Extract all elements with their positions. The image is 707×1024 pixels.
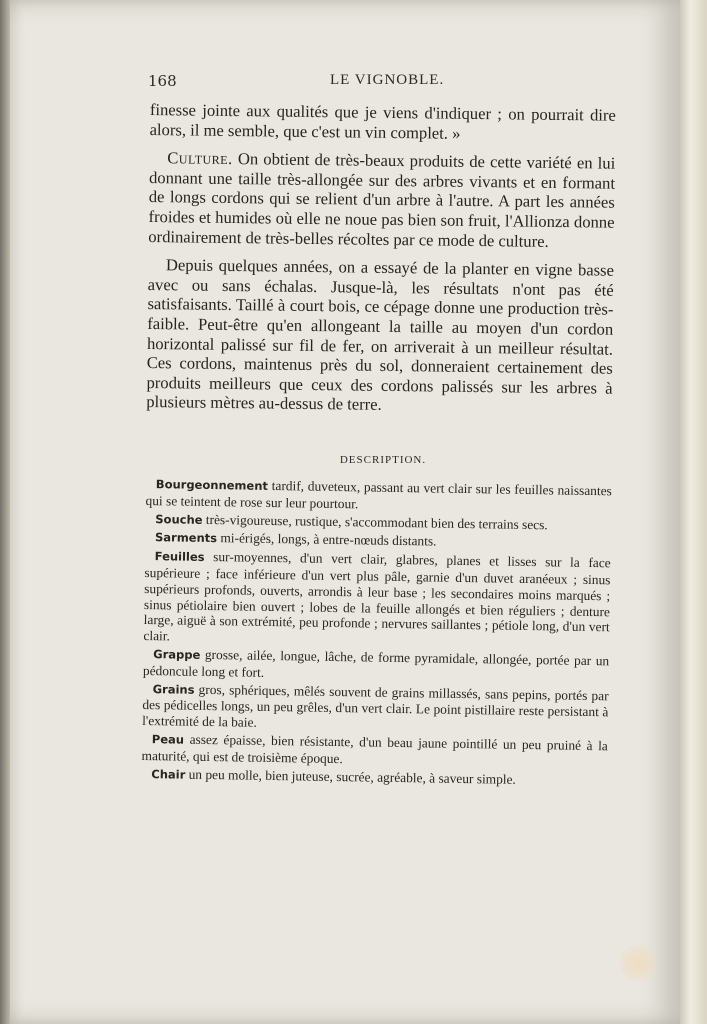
- entry-term: Grappe: [153, 647, 201, 662]
- page-edges: [680, 0, 707, 1024]
- paragraph-1: finesse jointe aux qualités que je viens d'indiquer ; on pourrait dire alors, il me semble, que c'est un vin complet. »: [149, 100, 616, 143]
- entry-text: grosse, ailée, longue, lâche, de forme pyramidale, allongée, portée par un pédoncule long et fort.: [142, 646, 610, 680]
- description-entry: [143, 646, 609, 686]
- description-entry: [141, 731, 607, 771]
- entry-text: gros, sphériques, mêlés souvent de grains millassés, sans pepins, portés par des pédicelles longs, un peu grêles, d'un vert clair. Le point pistillaire reste persistant à l'extrémité de la baie.: [142, 681, 609, 730]
- entry-text: très-vigoureuse, rustique, s'accommodant bien des terrains secs.: [202, 511, 548, 532]
- paragraph-2: [148, 148, 615, 252]
- entry-text: un peu molle, bien juteuse, sucrée, agréable, à saveur simple.: [185, 766, 516, 787]
- running-head: LE VIGNOBLE.: [330, 72, 445, 88]
- entry-term: Grains: [152, 681, 195, 697]
- body-text: [146, 100, 616, 427]
- page-number: 168: [148, 72, 177, 90]
- culture-label: Culture.: [167, 148, 233, 169]
- description-title: DESCRIPTION.: [339, 454, 427, 466]
- paragraph-3: Depuis quelques années, on a essayé de la planter en vigne basse avec ou sans échalas. Jusque-là, les résultats n'ont pas été satisfaisants. Taillé à court bois, ce cépage donne une production très-faible. Peut-être qu'en allongeant la taille au moyen d'un cordon horizontal palissé sur fil de fer, on arriverait à un meilleur résultat. Ces cordons, maintenus près du sol, donneraient certainement des produits meilleurs que ceux des cordons palissés sur les arbres à plusieurs mètres au-dessus de terre.: [146, 255, 615, 415]
- page-header: [148, 72, 618, 94]
- entry-term: Bourgeonnement: [155, 477, 269, 493]
- entry-term: Chair: [151, 766, 186, 782]
- description-entry: [143, 548, 610, 651]
- description-list: [141, 476, 612, 792]
- description-entry: [142, 681, 609, 737]
- entry-term: Peau: [151, 732, 185, 747]
- entry-text: sur-moyennes, d'un vert clair, glabres, planes et lisses sur la face supérieure ; face inférieure d'un vert plus pâle, garnie d'un duvet aranéeux ; sinus supérieurs profonds, ouverts, arrondis à leur base ; les secondaires moins marqués ; sinus pétiolaire bien ouvert ; lobes de la feuille allongés et bien réguliers ; denture large, aiguë à son extrémité, peu profonde ; nervures saillantes ; pétiole long, d'un vert clair.: [143, 549, 611, 644]
- paragraph-2-text: On obtient de très-beaux produits de cette variété en lui donnant une taille très-allongée sur des arbres vivants et en formant de longs cordons qui se relient d'un arbre à l'autre. A part les années froides et humides où elle ne noue pas bien son fruit, l'Allionza donne ordinairement de très-belles récoltes par ce mode de culture.: [148, 149, 616, 251]
- entry-term: Sarments: [154, 530, 218, 546]
- description-entry: [145, 476, 611, 516]
- paper-stain: [620, 945, 656, 981]
- entry-text: assez épaisse, bien résistante, d'un beau jaune pointillé un peu pruiné à la maturité, qui est de troisième époque.: [141, 731, 608, 766]
- entry-term: Feuilles: [154, 549, 205, 565]
- entry-text: tardif, duveteux, passant au vert clair sur les feuilles naissantes qui se teintent de rose sur leur pourtour.: [145, 477, 612, 512]
- entry-term: Souche: [155, 511, 203, 527]
- entry-text: mi-érigés, longs, à entre-nœuds distants.: [216, 530, 437, 549]
